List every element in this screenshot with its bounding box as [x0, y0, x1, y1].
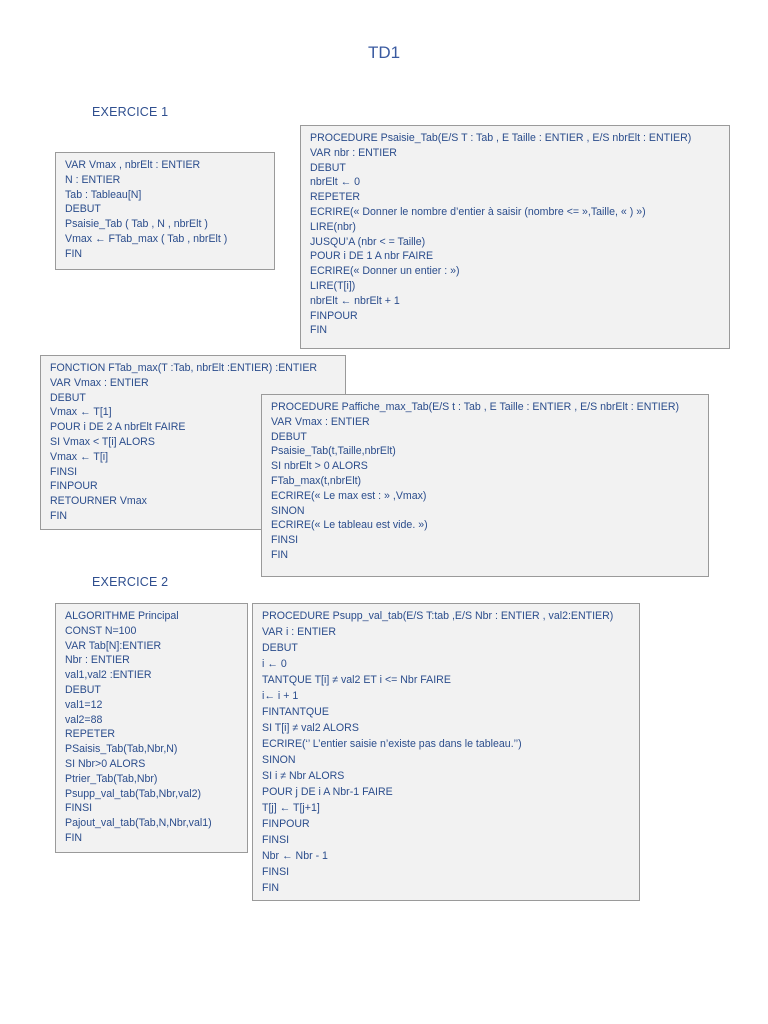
code-line: FINPOUR [310, 309, 358, 322]
code-line: VAR i : ENTIER [262, 626, 336, 638]
code-line: FONCTION FTab_max(T :Tab, nbrElt :ENTIER) :ENTIER [50, 362, 318, 374]
code-line: ECRIRE(‘’ L’entier saisie n’existe pas dans le tableau.’’) [262, 738, 522, 750]
code-line: ECRIRE(« Le tableau est vide. ») [271, 519, 428, 532]
code-line: FINSI [262, 834, 290, 846]
code-line: DEBUT [271, 430, 307, 443]
code-line: nbrElt ← nbrElt + 1 [310, 294, 400, 307]
code-line: SI i ≠ Nbr ALORS [262, 770, 345, 782]
code-line: POUR j DE i A Nbr-1 FAIRE [262, 786, 393, 798]
code-line: nbrElt ← 0 [310, 176, 361, 189]
code-line: SI nbrElt > 0 ALORS [271, 460, 368, 473]
code-line: Psupp_val_tab(Tab,Nbr,val2) [65, 787, 202, 800]
code-line: RETOURNER Vmax [50, 495, 147, 508]
code-line: PROCEDURE Psupp_val_tab(E/S T:tab ,E/S Nbr : ENTIER , val2:ENTIER) [262, 610, 614, 622]
document-title: TD1 [367, 43, 401, 62]
code-line: REPETER [65, 728, 116, 741]
code-line: i ← 0 [262, 658, 287, 670]
code-line: FIN [271, 548, 289, 561]
code-line: FIN [65, 247, 83, 260]
code-line: LIRE(T[i]) [310, 279, 356, 292]
code-line: FINSI [271, 534, 299, 547]
code-line: FINSI [262, 866, 290, 878]
code-line: FINTANTQUE [262, 706, 329, 718]
code-line: Vmax ← T[i] [50, 450, 109, 463]
paffiche-max-tab-procedure-block [261, 394, 709, 577]
code-line: VAR Vmax : ENTIER [50, 376, 149, 389]
exercise2-heading: EXERCICE 2 [92, 575, 169, 589]
code-line: N : ENTIER [65, 173, 121, 186]
code-line: CONST N=100 [65, 624, 137, 637]
code-line: i← i + 1 [262, 690, 299, 702]
code-line: val1=12 [65, 698, 103, 711]
code-line: VAR Tab[N]:ENTIER [65, 639, 162, 652]
code-line: FINSI [65, 802, 93, 815]
code-line: FIN [262, 882, 280, 894]
code-line: FIN [65, 831, 83, 844]
code-line: Psaisie_Tab(t,Taille,nbrElt) [271, 445, 396, 458]
algorithme-principal-block [55, 603, 248, 853]
code-line: LIRE(nbr) [310, 220, 356, 233]
code-line: VAR nbr : ENTIER [310, 146, 397, 159]
code-line: DEBUT [310, 161, 346, 174]
code-line: VAR Vmax , nbrElt : ENTIER [65, 159, 201, 171]
code-line: PROCEDURE Paffiche_max_Tab(E/S t : Tab , E Taille : ENTIER , E/S nbrElt : ENTIER) [271, 401, 679, 413]
code-line: POUR i DE 2 A nbrElt FAIRE [50, 421, 186, 434]
code-line: VAR Vmax : ENTIER [271, 415, 370, 428]
code-line: DEBUT [50, 391, 86, 404]
code-line: Pajout_val_tab(Tab,N,Nbr,val1) [65, 817, 212, 830]
main-program-block [55, 152, 275, 270]
code-line: Nbr : ENTIER [65, 654, 130, 667]
code-line: FIN [50, 509, 68, 522]
code-line: Psaisie_Tab ( Tab , N , nbrElt ) [65, 218, 208, 231]
code-line: ECRIRE(« Le max est : » ,Vmax) [271, 489, 427, 502]
code-line: Vmax ← FTab_max ( Tab , nbrElt ) [65, 232, 228, 245]
code-line: DEBUT [262, 642, 298, 654]
code-line: SINON [262, 754, 296, 766]
code-line: val2=88 [65, 713, 103, 726]
code-line: val1,val2 :ENTIER [65, 669, 152, 682]
code-line: ECRIRE(« Donner un entier : ») [310, 265, 460, 278]
code-line: ECRIRE(« Donner le nombre d’entier à saisir (nombre <= »,Taille, « ) ») [310, 205, 646, 218]
code-line: SI T[i] ≠ val2 ALORS [262, 722, 359, 734]
psupp-val-tab-procedure-block [252, 603, 640, 901]
code-line: JUSQU’A (nbr < = Taille) [310, 235, 426, 248]
code-line: PROCEDURE Psaisie_Tab(E/S T : Tab , E Taille : ENTIER , E/S nbrElt : ENTIER) [310, 132, 692, 144]
psaisie-tab-procedure-block [300, 125, 730, 349]
code-line: SINON [271, 504, 305, 517]
code-line: DEBUT [65, 203, 101, 216]
code-line: T[j] ← T[j+1] [262, 802, 320, 814]
code-line: ALGORITHME Principal [65, 610, 179, 622]
exercise1-heading: EXERCICE 1 [92, 105, 169, 119]
code-line: FTab_max(t,nbrElt) [271, 474, 362, 487]
code-line: SI Vmax < T[i] ALORS [50, 435, 155, 448]
code-line: Nbr ← Nbr - 1 [262, 850, 328, 862]
code-line: Vmax ← T[1] [50, 406, 112, 419]
code-line: FINPOUR [262, 818, 310, 830]
code-line: FINPOUR [50, 480, 98, 493]
code-line: REPETER [310, 191, 361, 204]
code-line: Tab : Tableau[N] [65, 188, 142, 201]
code-line: PSaisis_Tab(Tab,Nbr,N) [65, 743, 178, 756]
code-line: DEBUT [65, 683, 101, 696]
code-line: FIN [310, 324, 328, 337]
code-line: SI Nbr>0 ALORS [65, 757, 146, 770]
code-line: TANTQUE T[i] ≠ val2 ET i <= Nbr FAIRE [262, 674, 451, 686]
code-line: POUR i DE 1 A nbr FAIRE [310, 250, 434, 263]
code-line: Ptrier_Tab(Tab,Nbr) [65, 772, 158, 785]
code-line: FINSI [50, 465, 78, 478]
